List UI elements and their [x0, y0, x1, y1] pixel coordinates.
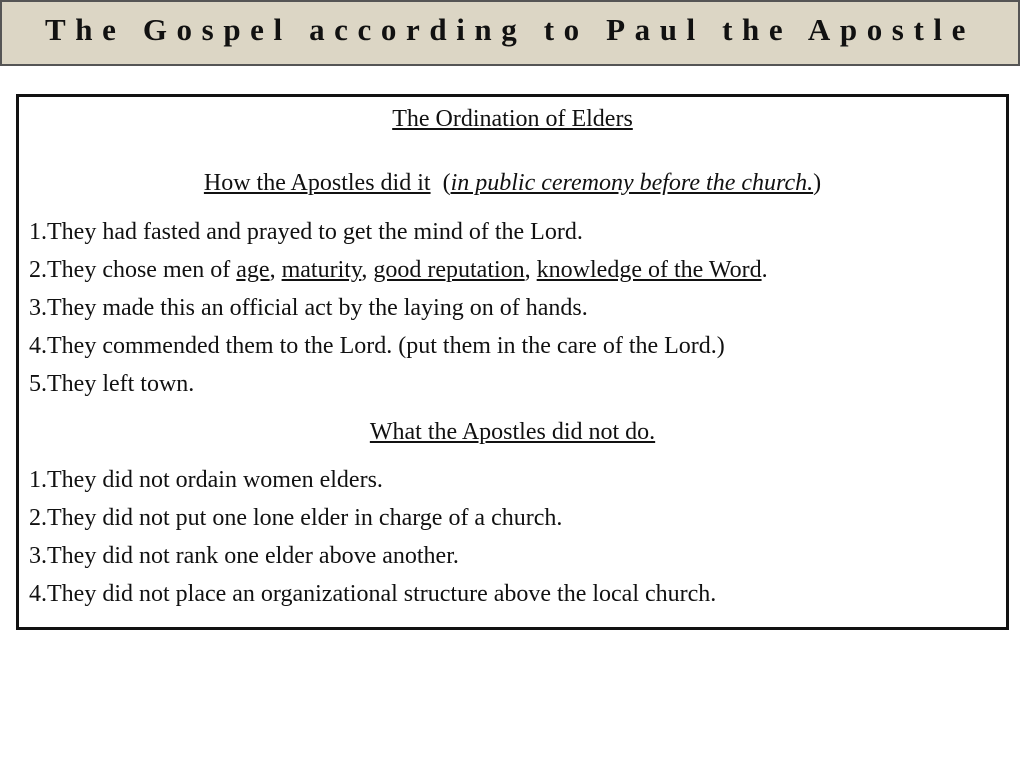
item2-sep: ,	[361, 257, 374, 283]
list-item: 5.They left town.	[29, 371, 195, 397]
list-item: 3.They made this an official act by the laying on of hands.	[29, 295, 588, 321]
main-heading	[29, 104, 996, 134]
section-heading-how	[29, 168, 996, 198]
item2-end: .	[761, 257, 768, 283]
slide-title: The Gospel according to Paul the Apostle	[45, 12, 975, 47]
item2-sep: ,	[524, 257, 537, 283]
main-heading-text: The Ordination of Elders	[392, 106, 633, 132]
section-heading-not-text: What the Apostles did not do.	[369, 419, 656, 445]
note-close-paren: )	[813, 170, 822, 196]
list-item	[29, 251, 996, 289]
item2-reputation: good reputation	[373, 257, 525, 283]
item2-sep: ,	[269, 257, 282, 283]
item2-knowledge: knowledge of the Word	[536, 257, 762, 283]
list-item: 4.They commended them to the Lord. (put them in the care of the Lord.)	[29, 333, 725, 359]
list-item: 3.They did not rank one elder above another.	[29, 543, 459, 569]
list-item: 4.They did not place an organizational structure above the local church.	[29, 581, 717, 607]
not-list	[29, 461, 996, 613]
note-open-paren: (	[442, 170, 451, 196]
section-heading-how-text: How the Apostles did it	[203, 170, 431, 196]
item2-prefix: 2.They chose men of	[29, 257, 237, 283]
list-item: 1.They did not ordain women elders.	[29, 467, 383, 493]
list-item: 2.They did not put one lone elder in charge of a church.	[29, 505, 563, 531]
content-box	[16, 94, 1009, 630]
note-italic-text: in public ceremony before the church.	[450, 170, 814, 196]
item2-age: age	[236, 257, 270, 283]
title-banner	[0, 0, 1020, 66]
list-item: 1.They had fasted and prayed to get the mind of the Lord.	[29, 219, 583, 245]
how-list	[29, 213, 996, 403]
item2-maturity: maturity	[281, 257, 362, 283]
section-heading-not	[29, 417, 996, 447]
